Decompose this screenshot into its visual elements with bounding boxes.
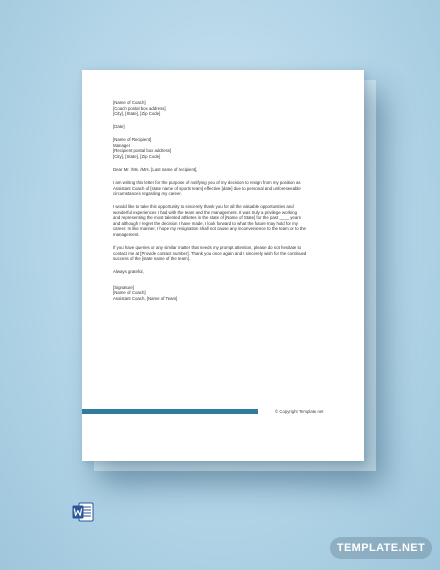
recipient-name: [Name of Recipient] <box>113 137 152 143</box>
paragraph-1 <box>113 180 337 197</box>
paragraph-1-line: Assistant Coach of [state name of sports team] effective [date] due to personal and unforeseeable <box>113 185 301 191</box>
recipient-title: Manager <box>113 142 131 148</box>
paragraph-2-line: wonderful experiences I had with the team and the management. It was truly a privilege working <box>113 209 297 215</box>
footer-copyright: © Copyright Template.net <box>275 409 324 414</box>
signature-block <box>113 285 337 302</box>
footer-accent-bar <box>82 409 258 414</box>
sender-city-state-zip: [City], [State], [Zip Code] <box>113 111 161 117</box>
date-text: [Date] <box>113 124 125 130</box>
recipient-address <box>113 137 337 159</box>
word-icon[interactable] <box>72 502 94 522</box>
paragraph-2-line: I would like to take this opportunity to sincerely thank you for all the valuable opportunities and <box>113 204 294 210</box>
sender-address <box>113 100 337 117</box>
paragraph-3-line: If you have queries or any similar matter that needs my prompt attention, please do not hesitate to <box>113 245 302 251</box>
sender-postal-address: [Coach postal box address] <box>113 105 166 111</box>
paragraph-3-line: success of the [state name of the team]. <box>113 256 191 262</box>
letter-date <box>113 124 337 130</box>
signature-name: [Name of Coach] <box>113 290 146 296</box>
signature-placeholder: [Signature] <box>113 284 135 290</box>
signature-title: Assistant Coach, [Name of Team] <box>113 295 178 301</box>
paragraph-2 <box>113 204 337 238</box>
paragraph-2-line: and representing the most talented athletes in the state of [Name of State] for the past ____ years <box>113 215 301 221</box>
paragraph-1-line: I am writing this letter for the purpose of notifying you of my decision to resign from my position as <box>113 179 301 185</box>
paragraph-3-line: contact me at [Provide contact number]. Thank you once again and I sincerely wish for the continued <box>113 250 307 256</box>
letter-body <box>113 100 337 309</box>
template-net-badge[interactable]: TEMPLATE.NET <box>330 537 432 559</box>
document-page <box>82 70 364 461</box>
paragraph-2-line: management. <box>113 232 140 238</box>
paragraph-2-line: career. In like manner, I hope my resignation shall not cause any inconvenience to the team or to the <box>113 226 306 232</box>
paragraph-1-line: circumstances regarding my career. <box>113 191 182 197</box>
closing <box>113 269 337 275</box>
salutation-text: Dear Mr. /Ms. /Mrs. [Last name of recipient], <box>113 166 198 172</box>
sender-name: [Name of Coach] <box>113 100 146 105</box>
paragraph-3 <box>113 245 337 262</box>
paragraph-2-line: and although I regret the decision I have made, I look forward to what the future may hold for my <box>113 220 298 226</box>
closing-text: Always grateful, <box>113 269 144 275</box>
recipient-postal-address: [Recipient postal box address] <box>113 148 172 154</box>
recipient-city-state-zip: [City], [State], [Zip Code] <box>113 153 161 159</box>
salutation <box>113 167 337 173</box>
